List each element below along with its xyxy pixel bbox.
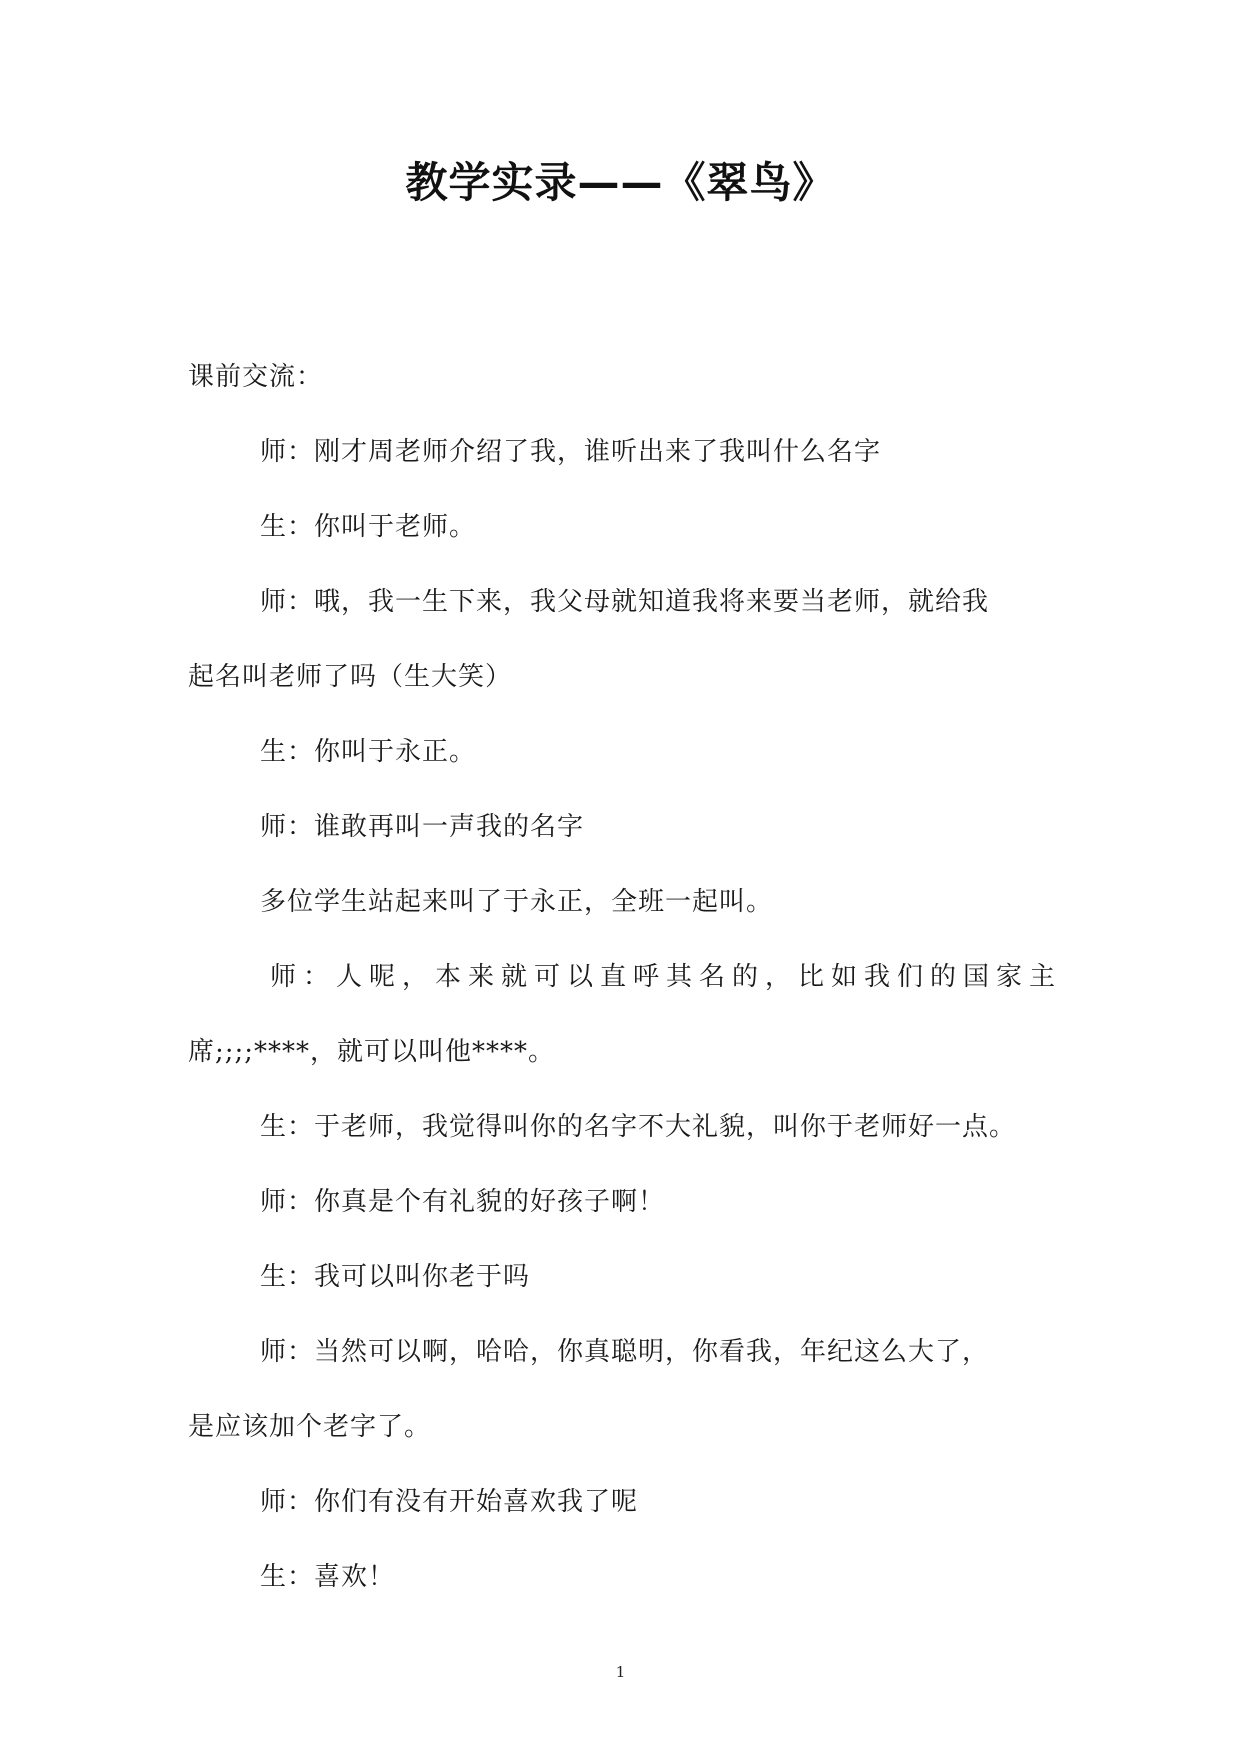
paragraph-line: 席;;;;****，就可以叫他****。 (188, 1037, 556, 1067)
paragraph-line: 起名叫老师了吗（生大笑） (188, 662, 513, 692)
paragraph-line: 师：你们有没有开始喜欢我了呢 (260, 1487, 639, 1517)
paragraph-line: 生：于老师，我觉得叫你的名字不大礼貌，叫你于老师好一点。 (260, 1112, 1017, 1142)
document-body (188, 340, 1068, 1615)
paragraph-line: 课前交流： (188, 362, 324, 392)
paragraph-line: 师：哦，我一生下来，我父母就知道我将来要当老师，就给我 (260, 587, 990, 617)
paragraph-line: 多位学生站起来叫了于永正，全班一起叫。 (260, 887, 774, 917)
paragraph-line: 师：你真是个有礼貌的好孩子啊！ (260, 1187, 666, 1217)
paragraph-line: 生：你叫于老师。 (260, 512, 477, 542)
paragraph-line: 师：当然可以啊，哈哈，你真聪明，你看我，年纪这么大了， (260, 1337, 990, 1367)
paragraph-line: 师：刚才周老师介绍了我，谁听出来了我叫什么名字 (260, 437, 882, 467)
page-number: 1 (615, 1663, 626, 1681)
paragraph-line: 生：你叫于永正。 (260, 737, 477, 767)
paragraph-line: 师：谁敢再叫一声我的名字 (260, 812, 585, 842)
paragraph-line: 生：我可以叫你老于吗 (260, 1262, 531, 1292)
paragraph-line: 生：喜欢！ (260, 1562, 396, 1592)
document-title: 教学实录——《翠鸟》 (405, 158, 836, 207)
paragraph-line: 是应该加个老字了。 (188, 1412, 432, 1442)
paragraph-line: 师：人呢，本来就可以直呼其名的，比如我们的国家主 (270, 962, 1063, 992)
